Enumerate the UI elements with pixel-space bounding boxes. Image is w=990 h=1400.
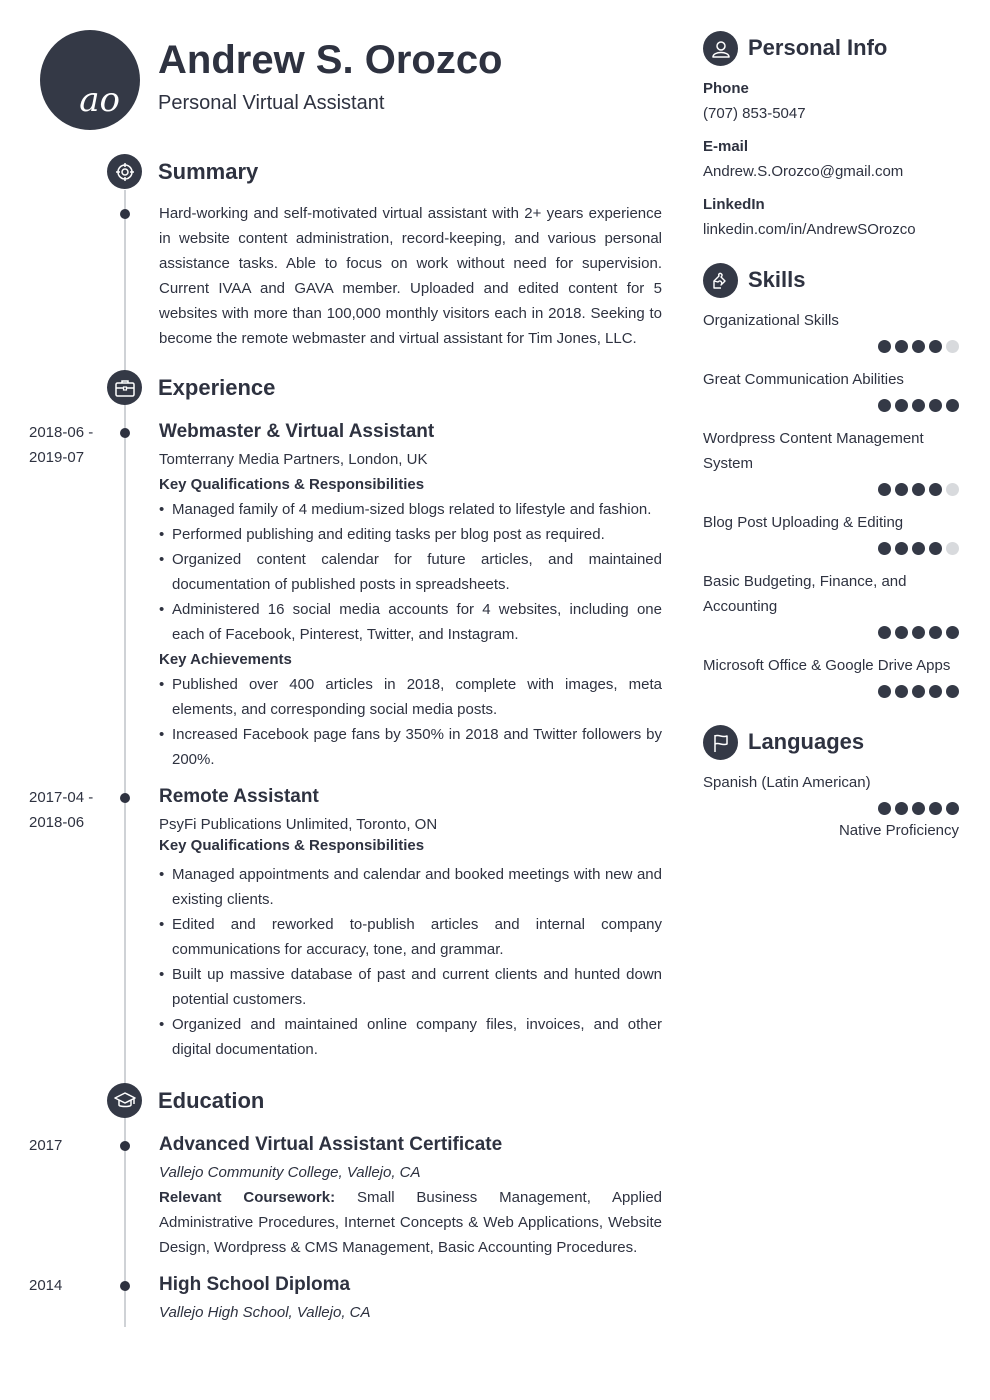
job-entry [159,419,662,772]
rating-dot-filled [929,483,942,496]
rating-dot-filled [912,399,925,412]
coursework-label: Relevant Coursework: [159,1189,336,1206]
graduation-cap-icon [114,1092,136,1110]
timeline-line [124,190,126,1327]
rating-dot-filled [878,399,891,412]
timeline-bullet [120,209,130,219]
rating-dot-empty [946,542,959,555]
job-date-start: 2018-06 - [29,424,94,441]
rating-dot-filled [929,685,942,698]
education-entry [159,1132,662,1260]
language-rating [878,802,959,815]
experience-section-icon [107,370,142,405]
job-date [29,785,93,835]
job-date-start: 2017-04 - [29,789,94,806]
rating-dot-filled [878,542,891,555]
rating-dot-filled [895,685,908,698]
email-label: E-mail [703,138,749,155]
rating-dot-filled [878,626,891,639]
summary-section-icon [107,154,142,189]
skill-rating [878,399,959,412]
job-date-end: 2018-06 [29,814,85,831]
target-icon [115,162,135,182]
languages-section-icon [703,725,738,760]
job-entry [159,784,662,1062]
job-title: Webmaster & Virtual Assistant [159,421,435,442]
rating-dot-empty [946,483,959,496]
skill-rating [878,685,959,698]
skills-section-icon [703,263,738,298]
education-year: 2017 [29,1137,63,1154]
rating-dot-filled [929,340,942,353]
list-item: • Increased Facebook page fans by 350% in 2018 and Twitter followers by 200%. [159,722,662,772]
rating-dot-filled [895,483,908,496]
phone-label: Phone [703,80,749,97]
skill-rating [878,483,959,496]
job-company: PsyFi Publications Unlimited, Toronto, ON [159,816,438,833]
list-item: • Published over 400 articles in 2018, complete with images, meta elements, and corresponding social media posts. [159,672,662,722]
education-heading: Education [158,1088,265,1113]
coursework-text: Small Business Management, Applied Administrative Procedures, Internet Concepts & Web Applications, Website Design, Wordpress & CMS Management, Basic Accounting Procedures. [159,1189,662,1256]
education-entry [159,1272,662,1325]
skill-rating [878,340,959,353]
summary-heading: Summary [158,159,259,184]
rating-dot-filled [912,483,925,496]
summary-text: Hard-working and self-motivated virtual assistant with 2+ years experience in website content administration, record-keeping, and various personal assistance tasks. Able to focus on work without need for supervision. Current IVAA and GAVA member. Uploaded and edited content for 5 websites with more than 100,000 monthly visitors each in 2018. Seeking to become the remote webmaster and virtual assistant for Tim Jones, LLC. [159,205,662,347]
rating-dot-filled [946,626,959,639]
job-achievements-list [159,672,662,772]
language-proficiency: Native Proficiency [838,822,959,839]
linkedin-value: linkedin.com/in/AndrewSOrozco [703,221,916,238]
languages-heading: Languages [748,729,865,754]
timeline-bullet [120,428,130,438]
rating-dot-filled [878,483,891,496]
school-name: Vallejo Community College, Vallejo, CA [159,1164,421,1181]
coursework [159,1185,662,1260]
personal-section-icon [703,31,738,66]
job-date-end: 2019-07 [29,449,85,466]
degree-title: High School Diploma [159,1274,351,1295]
job-date [29,420,93,470]
personal-info-heading: Personal Info [748,35,888,60]
rating-dot-empty [946,340,959,353]
list-item: • Organized and maintained online company files, invoices, and other digital documentation. [159,1012,662,1062]
flag-icon [711,733,731,753]
job-qualifications-list [159,497,662,647]
monogram-initials: ao [79,80,120,120]
timeline-bullet [120,1141,130,1151]
rating-dot-filled [895,340,908,353]
rating-dot-filled [946,399,959,412]
rating-dot-filled [912,340,925,353]
monogram-avatar [40,30,140,130]
skill-name: Blog Post Uploading & Editing [703,514,904,531]
list-item: • Built up massive database of past and current clients and hunted down potential customers. [159,962,662,1012]
puzzle-icon [711,271,731,291]
language-name: Spanish (Latin American) [703,774,871,791]
rating-dot-filled [878,340,891,353]
rating-dot-filled [895,399,908,412]
skill-name: Organizational Skills [703,312,839,329]
rating-dot-filled [929,802,942,815]
job-title: Remote Assistant [159,786,319,807]
rating-dot-filled [929,542,942,555]
rating-dot-filled [895,802,908,815]
rating-dot-filled [912,685,925,698]
rating-dot-filled [929,399,942,412]
skill-rating [878,542,959,555]
skill-rating [878,626,959,639]
rating-dot-filled [878,685,891,698]
skills-heading: Skills [748,267,806,292]
rating-dot-filled [878,802,891,815]
linkedin-label: LinkedIn [703,196,765,213]
rating-dot-filled [929,626,942,639]
job-company: Tomterrany Media Partners, London, UK [159,451,428,468]
rating-dot-filled [912,626,925,639]
education-section-icon [107,1083,142,1118]
job-achievements-heading: Key Achievements [159,651,292,668]
list-item: • Edited and reworked to-publish articles and internal company communications for accuracy, tone, and grammar. [159,912,662,962]
rating-dot-filled [912,542,925,555]
candidate-title: Personal Virtual Assistant [158,92,385,114]
list-item: • Organized content calendar for future articles, and maintained documentation of published posts in spreadsheets. [159,547,662,597]
skill-name: Wordpress Content Management System [703,430,924,472]
experience-heading: Experience [158,375,276,400]
job-qualifications-heading: Key Qualifications & Responsibilities [159,476,425,493]
education-year: 2014 [29,1277,63,1294]
briefcase-icon [115,379,135,397]
skill-name: Great Communication Abilities [703,371,904,388]
degree-title: Advanced Virtual Assistant Certificate [159,1134,503,1155]
list-item: • Administered 16 social media accounts for 4 websites, including one each of Facebook, Pinterest, Twitter, and Instagram. [159,597,662,647]
job-qualifications-heading: Key Qualifications & Responsibilities [159,837,425,854]
skill-name: Basic Budgeting, Finance, and Accounting [703,573,907,615]
rating-dot-filled [895,542,908,555]
person-icon [711,39,731,59]
phone-value: (707) 853-5047 [703,105,806,122]
job-qualifications-list [159,862,662,1062]
list-item: • Performed publishing and editing tasks per blog post as required. [159,522,662,547]
timeline-bullet [120,793,130,803]
email-value: Andrew.S.Orozco@gmail.com [703,163,904,180]
school-name: Vallejo High School, Vallejo, CA [159,1304,371,1321]
rating-dot-filled [912,802,925,815]
rating-dot-filled [946,802,959,815]
skill-name: Microsoft Office & Google Drive Apps [703,657,951,674]
rating-dot-filled [895,626,908,639]
list-item: • Managed family of 4 medium-sized blogs related to lifestyle and fashion. [159,497,662,522]
list-item: • Managed appointments and calendar and booked meetings with new and existing clients. [159,862,662,912]
timeline-bullet [120,1281,130,1291]
candidate-name: Andrew S. Orozco [158,38,503,82]
rating-dot-filled [946,685,959,698]
